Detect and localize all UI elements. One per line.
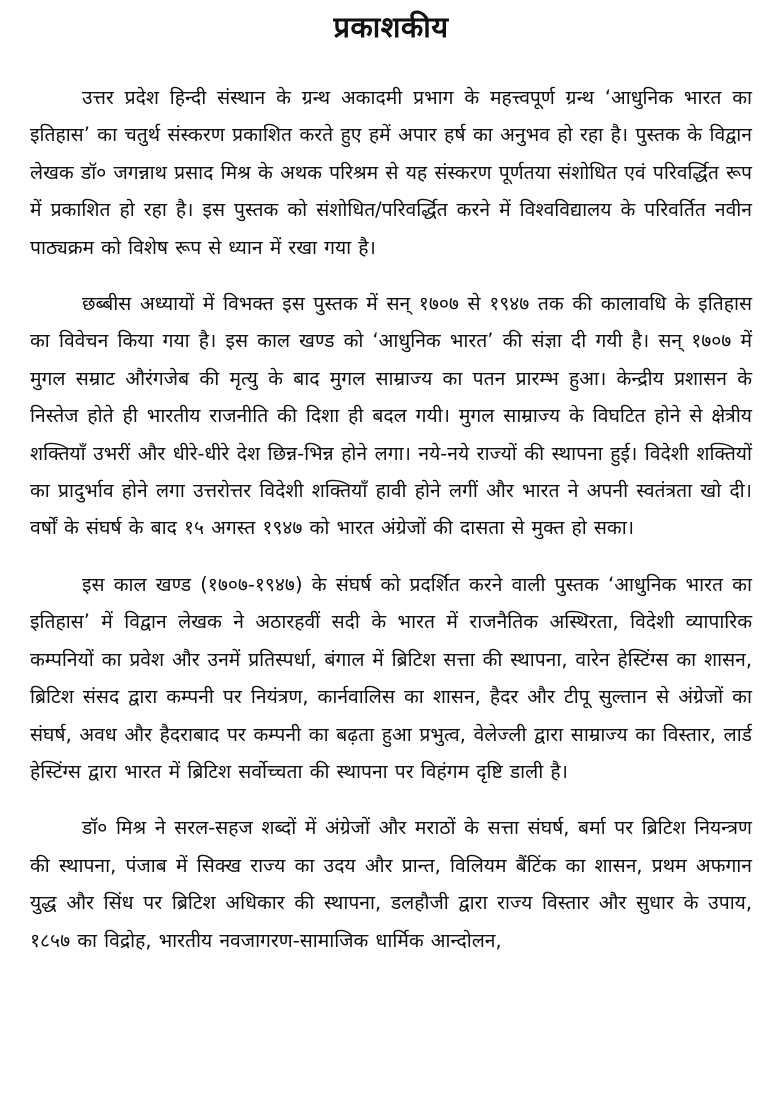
paragraph-3: इस काल खण्ड (१७०७-१९४७) के संघर्ष को प्रदर्शित करने वाली पुस्तक ‘आधुनिक भारत का इतिहास’ में विद्वान लेखक ने अठारहवीं सदी के भारत में राजनैतिक अस्थिरता, विदेशी व्यापारिक कम्पनियों का प्रवेश और उनमें प्रतिस्पर्धा, बंगाल में ब्रिटिश सत्ता की स्थापना, वारेन हेस्टिंग्स का शासन, ब्रिटिश संसद द्वारा कम्पनी पर नियंत्रण, कार्नवालिस का शासन, हैदर और टीपू सुल्तान से अंग्रेजों का संघर्ष, अवध और हैदराबाद पर कम्पनी का बढ़ता हुआ प्रभुत्व, वेलेज्ली द्वारा साम्राज्य का विस्तार, लार्ड हेस्टिंग्स द्वारा भारत में ब्रिटिश सर्वोच्चता की स्थापना पर विहंगम दृष्टि डाली है। <box>30 572 752 783</box>
paragraph-2: छब्बीस अध्यायों में विभक्त इस पुस्तक में सन् १७०७ से १९४७ तक की कालावधि के इतिहास का विवेचन किया गया है। इस काल खण्ड को ‘आधुनिक भारत’ की संज्ञा दी गयी है। सन् १७०७ में मुगल सम्राट औरंगजेब की मृत्यु के बाद मुगल साम्राज्य का पतन प्रारम्भ हुआ। केन्द्रीय प्रशासन के निस्तेज होते ही भारतीय राजनीति की दिशा ही बदल गयी। मुगल साम्राज्य के विघटित होने से क्षेत्रीय शक्तियाँ उभरीं और धीरे-धीरे देश छिन्न-भिन्न होने लगा। नये-नये राज्यों की स्थापना हुई। विदेशी शक्तियों का प्रादुर्भाव होने लगा उत्तरोत्तर विदेशी शक्तियाँ हावी होने लगीं और भारत ने अपनी स्वतंत्रता खो दी। वर्षों के संघर्ष के बाद १५ अगस्त १९४७ को भारत अंग्रेजों की दासता से मुक्त हो सका। <box>30 292 752 540</box>
page-title: प्रकाशकीय <box>333 10 449 44</box>
paragraph-4: डॉ० मिश्र ने सरल-सहज शब्दों में अंग्रेजों और मराठों के सत्ता संघर्ष, बर्मा पर ब्रिटिश नियन्त्रण की स्थापना, पंजाब में सिक्ख राज्य का उदय और प्रान्त, विलियम बैंटिंक का शासन, प्रथम अफगान युद्ध और सिंध पर ब्रिटिश अधिकार की स्थापना, डलहौजी द्वारा राज्य विस्तार और सुधार के उपाय, १८५७ का विद्रोह, भारतीय नवजागरण-सामाजिक धार्मिक आन्दोलन, <box>30 816 752 952</box>
paragraph-1: उत्तर प्रदेश हिन्दी संस्थान के ग्रन्थ अकादमी प्रभाग के महत्त्वपूर्ण ग्रन्थ ‘आधुनिक भारत का इतिहास’ का चतुर्थ संस्करण प्रकाशित करते हुए हमें अपार हर्ष का अनुभव हो रहा है। पुस्तक के विद्वान लेखक डॉ० जगन्नाथ प्रसाद मिश्र के अथक परिश्रम से यह संस्करण पूर्णतया संशोधित एवं परिवर्द्धित रूप में प्रकाशित हो रहा है। इस पुस्तक को संशोधित/परिवर्द्धित करने में विश्वविद्यालय के परिवर्तित नवीन पाठ्यक्रम को विशेष रूप से ध्यान में रखा गया है। <box>30 86 752 259</box>
